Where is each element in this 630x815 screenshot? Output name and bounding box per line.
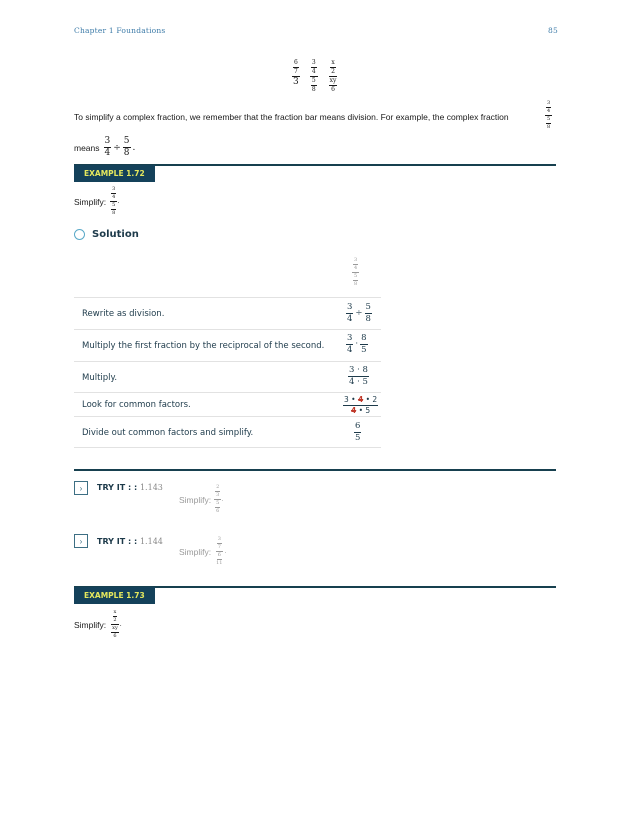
solution-check-icon [74, 229, 85, 240]
step-4-math: $\frac{3 • 4 • 2}{4 • 5}$ [344, 395, 378, 415]
step-3-math: $\frac{3 \cdot 8}{4 \cdot 5}$ [349, 365, 368, 387]
step-5-math: $\frac{6}{5}$ [355, 421, 361, 443]
simplify-label: Simplify: [74, 196, 107, 207]
example2-prompt [74, 610, 122, 639]
chevron-right-icon: › [79, 483, 83, 493]
intro-side-fraction: $\frac{\frac{3}{4}}{\frac{5}{8}}$ [547, 100, 551, 130]
row-divider [74, 416, 381, 417]
complex-fraction-2: $\frac{\frac{3}{4}}{\frac{5}{8}}$ [311, 59, 316, 93]
step-4-text: Look for common factors. [82, 400, 191, 410]
intro-sentence: To simplify a complex fraction, we remember that the fraction bar means division. For example, the complex fraction [74, 112, 509, 122]
row-divider [74, 392, 381, 393]
example-label: EXAMPLE 1.72 [74, 165, 155, 182]
solution-start-fraction: $\frac{\frac{3}{4}}{\frac{5}{8}}$ [354, 257, 358, 287]
row-divider [74, 447, 381, 448]
complex-fraction-1: $\frac{\frac{6}{7}}{3}$ [293, 59, 299, 87]
try-it-label: TRY IT : : 1.143 [97, 483, 163, 492]
complex-fractions-examples [292, 60, 338, 93]
row-divider [74, 361, 381, 362]
example-label: EXAMPLE 1.73 [74, 587, 155, 604]
step-3-text: Multiply. [82, 373, 118, 383]
step-1-text: Rewrite as division. [82, 309, 165, 319]
example1-fraction: $\frac{\frac{3}{4}}{\frac{5}{8}}$ . [112, 186, 120, 216]
intro-means-line [74, 137, 135, 158]
page-number: 85 [548, 26, 558, 35]
means-word: means [74, 142, 100, 153]
cancelled-factor: 4 [350, 405, 357, 415]
means-expression: $\frac{3}{4}$ ÷ $\frac{5}{8}$ . [104, 136, 136, 158]
example1-prompt [74, 187, 119, 216]
row-divider [74, 297, 381, 298]
try-it-1-prompt: Simplify: $\frac{\frac{2}{3}}{\frac{5}{6}}$ . [179, 484, 224, 514]
try-it-expand-button[interactable] [74, 534, 88, 548]
row-divider [74, 329, 381, 330]
example2-fraction: $\frac{\frac{x}{2}}{\frac{xy}{6}}$ . [112, 609, 122, 639]
simplify-label: Simplify: [74, 619, 107, 630]
try-it-expand-button[interactable] [74, 481, 88, 495]
step-2-text: Multiply the first fraction by the reciprocal of the second. [82, 341, 325, 351]
cancelled-factor: 4 [357, 395, 364, 404]
chapter-header: Chapter 1 Foundations [74, 26, 166, 35]
chevron-right-icon: › [79, 536, 83, 546]
solution-title: Solution [92, 229, 139, 240]
step-5-text: Divide out common factors and simplify. [82, 428, 254, 438]
step-1-math: $\frac{3}{4}$ ÷ $\frac{5}{8}$ [347, 302, 371, 324]
try-it-label: TRY IT : : 1.144 [97, 537, 163, 546]
section-rule [74, 469, 556, 471]
try-it-2-prompt: Simplify: $\frac{\frac{3}{7}}{\frac{6}{11}}$ . [179, 536, 227, 566]
complex-fraction-3: $\frac{\frac{x}{2}}{\frac{xy}{6}}$ [329, 59, 337, 93]
step-2-math: $\frac{3}{4}$ · $\frac{8}{5}$ [347, 333, 367, 355]
